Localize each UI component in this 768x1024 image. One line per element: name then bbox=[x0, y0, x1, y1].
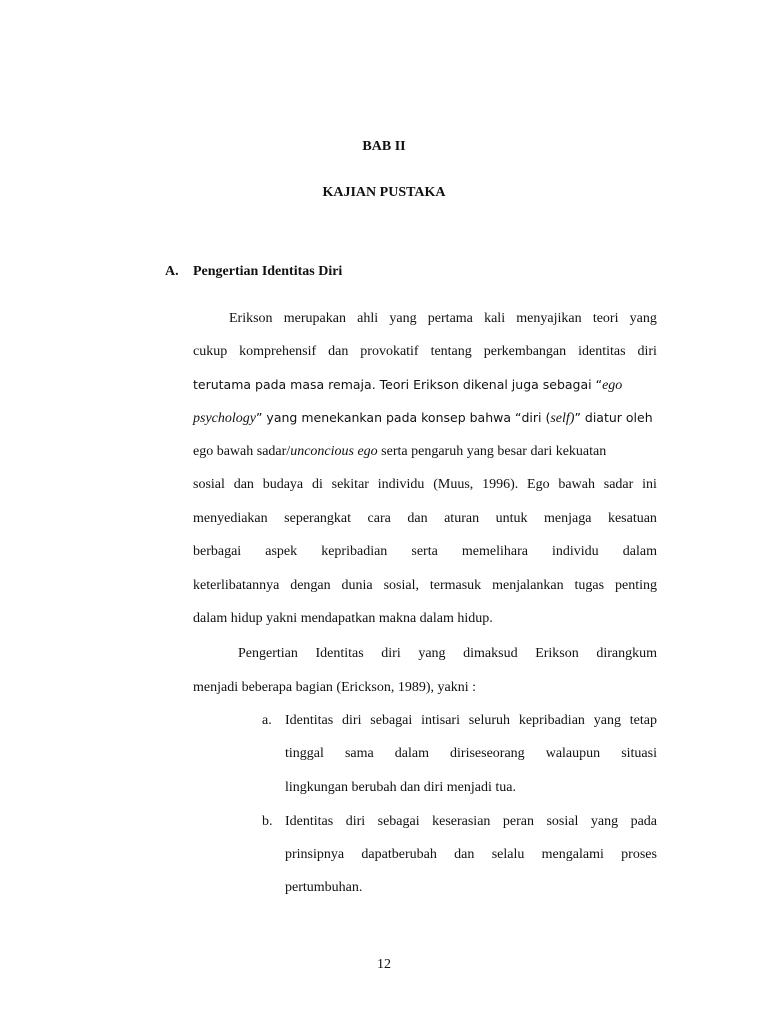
list-item-a-line-1 bbox=[285, 712, 657, 730]
word: memelihara bbox=[461, 544, 528, 559]
word: tentang bbox=[430, 344, 472, 359]
word: walaupun bbox=[545, 746, 601, 761]
page-number: 12 bbox=[377, 957, 391, 972]
word: dirangkum bbox=[596, 646, 657, 661]
word: provokatif bbox=[360, 344, 419, 359]
word: sebagai bbox=[370, 713, 413, 728]
section-title: Pengertian Identitas Diri bbox=[193, 264, 343, 279]
para1-line-9 bbox=[193, 577, 657, 595]
word: proses bbox=[621, 847, 657, 862]
word: intisari bbox=[421, 713, 460, 728]
word: yang bbox=[593, 713, 621, 728]
word: pada bbox=[630, 814, 657, 829]
word: menyediakan bbox=[193, 511, 268, 526]
word: dan bbox=[328, 344, 349, 359]
word: sama bbox=[344, 746, 374, 761]
word: identitas bbox=[578, 344, 626, 359]
list-item-a-marker: a. bbox=[262, 713, 272, 728]
word: Erikson bbox=[229, 311, 273, 326]
word: sekitar bbox=[331, 477, 369, 492]
word: dapatberubah bbox=[361, 847, 437, 862]
para2-line-2: menjadi beberapa bagian (Erickson, 1989), yakni : bbox=[193, 680, 477, 695]
word: seperangkat bbox=[284, 511, 352, 526]
word: dunia bbox=[341, 578, 373, 593]
word: termasuk bbox=[429, 578, 482, 593]
list-item-a-line-3: lingkungan berubah dan diri menjadi tua. bbox=[285, 780, 516, 795]
word: serta bbox=[411, 544, 438, 559]
word: tugas bbox=[574, 578, 605, 593]
word: perkembangan bbox=[483, 344, 567, 359]
word: merupakan bbox=[283, 311, 346, 326]
word: sebagai bbox=[377, 814, 420, 829]
list-item-b-line-2 bbox=[285, 846, 657, 864]
word: diri bbox=[345, 814, 366, 829]
word: dalam bbox=[394, 746, 429, 761]
para1-line-5-tail: serta pengaruh yang besar dari kekuatan bbox=[377, 444, 607, 459]
word: situasi bbox=[621, 746, 657, 761]
para1-line-4 bbox=[193, 409, 653, 428]
word: menjaga bbox=[544, 511, 592, 526]
chapter-title: KAJIAN PUSTAKA bbox=[322, 185, 446, 200]
word: menyajikan bbox=[516, 311, 582, 326]
word: diriseseorang bbox=[450, 746, 525, 761]
word: aturan bbox=[444, 511, 480, 526]
word: selalu bbox=[491, 847, 525, 862]
word: diri bbox=[637, 344, 657, 359]
para1-line-3-italic: ego bbox=[602, 378, 623, 393]
word: dalam bbox=[622, 544, 657, 559]
word: peran bbox=[502, 814, 534, 829]
word: diri bbox=[342, 713, 362, 728]
list-item-a-line-2 bbox=[285, 745, 657, 763]
word: yang bbox=[418, 646, 446, 661]
word: dan bbox=[233, 477, 254, 492]
word: Identitas bbox=[285, 713, 334, 728]
word: Identitas bbox=[315, 646, 364, 661]
word: cara bbox=[367, 511, 391, 526]
chapter-heading: BAB II bbox=[362, 139, 406, 154]
para1-line-7 bbox=[193, 510, 657, 528]
word: berbagai bbox=[193, 544, 242, 559]
word: yang bbox=[590, 814, 619, 829]
list-item-b-marker: b. bbox=[262, 814, 273, 829]
word: sosial bbox=[193, 477, 225, 492]
word: individu bbox=[377, 477, 425, 492]
word: pertama bbox=[427, 311, 473, 326]
para2-line-1 bbox=[238, 645, 657, 663]
word: sosial, bbox=[383, 578, 419, 593]
word: teori bbox=[592, 311, 619, 326]
word: aspek bbox=[265, 544, 298, 559]
word: kepribadian bbox=[518, 713, 585, 728]
word: tetap bbox=[629, 713, 657, 728]
para1-line-6 bbox=[193, 476, 657, 494]
word: ahli bbox=[357, 311, 379, 326]
word: diri bbox=[381, 646, 401, 661]
word: menjalankan bbox=[492, 578, 564, 593]
para1-line-8 bbox=[193, 543, 657, 561]
para1-line-5-italic: unconcious ego bbox=[290, 444, 378, 459]
word: di bbox=[311, 477, 323, 492]
para1-line-4-text: ” yang menekankan pada konsep bahwa “diri ( bbox=[255, 410, 551, 425]
word: budaya bbox=[262, 477, 304, 492]
para1-line-5-text: ego bawah sadar/ bbox=[193, 444, 291, 459]
word: penting bbox=[615, 578, 657, 593]
word: komprehensif bbox=[239, 344, 317, 359]
word: sosial bbox=[546, 814, 579, 829]
para1-line-3 bbox=[193, 376, 622, 395]
para1-line-3-text: terutama pada masa remaja. Teori Erikson dikenal juga sebagai “ bbox=[193, 377, 603, 392]
para1-line-4-tail: ” diatur oleh bbox=[574, 410, 653, 425]
word: keserasian bbox=[432, 814, 491, 829]
word: ini bbox=[642, 477, 657, 492]
word: kepribadian bbox=[321, 544, 388, 559]
para1-line-1 bbox=[229, 310, 657, 328]
word: mengalami bbox=[541, 847, 604, 862]
word: 1996). bbox=[482, 477, 519, 492]
word: dengan bbox=[290, 578, 331, 593]
word: untuk bbox=[495, 511, 528, 526]
word: seluruh bbox=[468, 713, 511, 728]
word: bawah bbox=[558, 477, 595, 492]
word: kesatuan bbox=[607, 511, 657, 526]
list-item-b-line-1 bbox=[285, 813, 657, 831]
para1-line-2 bbox=[193, 343, 657, 361]
section-marker: A. bbox=[165, 264, 179, 279]
word: Pengertian bbox=[238, 646, 298, 661]
word: prinsipnya bbox=[285, 847, 345, 862]
word: Identitas bbox=[285, 814, 334, 829]
word: (Muus, bbox=[433, 477, 474, 492]
word: Erikson bbox=[535, 646, 579, 661]
word: sadar bbox=[603, 477, 634, 492]
word: yang bbox=[629, 311, 657, 326]
para1-line-4-self: self) bbox=[550, 411, 575, 426]
word: dan bbox=[407, 511, 428, 526]
word: dan bbox=[454, 847, 475, 862]
word: kali bbox=[484, 311, 506, 326]
para1-line-4-italic: psychology bbox=[193, 411, 256, 426]
word: yang bbox=[389, 311, 417, 326]
word: dimaksud bbox=[463, 646, 518, 661]
word: keterlibatannya bbox=[193, 578, 280, 593]
word: Ego bbox=[527, 477, 550, 492]
word: individu bbox=[552, 544, 599, 559]
para1-line-10: dalam hidup yakni mendapatkan makna dalam hidup. bbox=[193, 611, 493, 626]
word: cukup bbox=[193, 344, 228, 359]
word: tinggal bbox=[285, 746, 324, 761]
para1-line-5 bbox=[193, 443, 606, 461]
list-item-b-line-3: pertumbuhan. bbox=[285, 880, 363, 895]
